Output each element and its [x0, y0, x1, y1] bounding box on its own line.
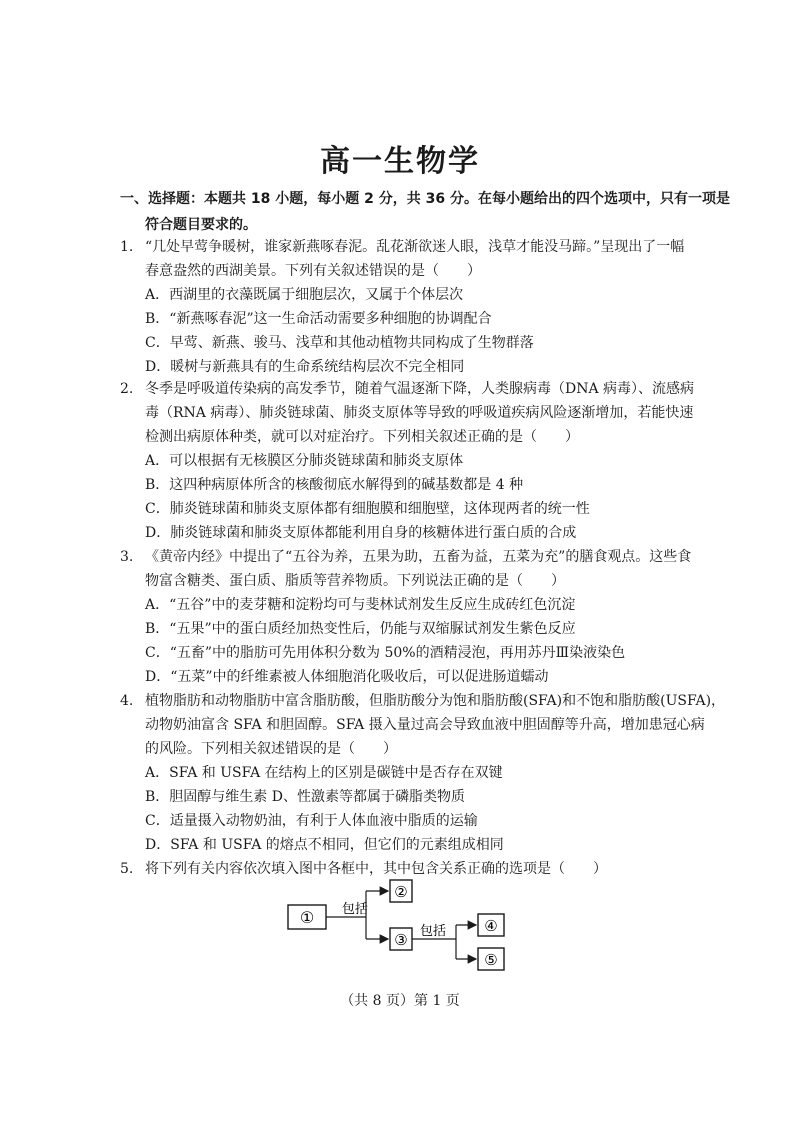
question-number: 4.	[120, 693, 134, 709]
option-a: A．“五谷”中的麦芽糖和淀粉均可与斐林试剂发生反应生成砖红色沉淀	[145, 597, 576, 613]
question-number: 1.	[120, 239, 134, 255]
option-c: C．适量摄入动物奶油，有利于人体血液中脂质的运输	[145, 813, 478, 829]
option-c: C．“五畜”中的脂肪可先用体积分数为 50%的酒精浸泡，再用苏丹Ⅲ染液染色	[145, 645, 626, 661]
option-d: D．肺炎链球菌和肺炎支原体都能利用自身的核糖体进行蛋白质的合成	[145, 525, 577, 541]
diagram-label-include-2: 包括	[420, 924, 447, 939]
option-d: D．“五菜”中的纤维素被人体细胞消化吸收后，可以促进肠道蠕动	[145, 669, 549, 685]
question-stem-line: 物富含糖类、蛋白质、脂质等营养物质。下列说法正确的是（ ）	[145, 573, 565, 589]
inclusion-diagram	[270, 875, 530, 975]
question-number: 5.	[120, 861, 134, 877]
diagram-box-3-label: ③	[394, 931, 408, 949]
diagram-box-5-label: ⑤	[484, 951, 498, 969]
diagram-label-include-1: 包括	[342, 902, 369, 917]
diagram-box-1-label: ①	[299, 908, 315, 927]
question-stem-line: 冬季是呼吸道传染病的高发季节，随着气温逐渐下降，人类腺病毒（DNA 病毒）、流感病	[145, 381, 695, 397]
diagram-box-2-label: ②	[394, 883, 408, 901]
option-b: B．“五果”中的蛋白质经加热变性后，仍能与双缩脲试剂发生紫色反应	[145, 621, 576, 637]
section-heading-line-1: 一、选择题：本题共 18 小题，每小题 2 分，共 36 分。在每小题给出的四个选项中，只有一项是	[120, 191, 730, 207]
option-a: A．可以根据有无核膜区分肺炎链球菌和肺炎支原体	[145, 453, 464, 469]
option-d: D．暖树与新燕具有的生命系统结构层次不完全相同	[145, 359, 465, 375]
question-stem-line: 植物脂肪和动物脂肪中富含脂肪酸，但脂肪酸分为饱和脂肪酸(SFA)和不饱和脂肪酸(USFA)，	[145, 693, 726, 709]
question-stem-line: 动物奶油富含 SFA 和胆固醇。SFA 摄入量过高会导致血液中胆固醇等升高，增加患冠心病	[145, 717, 705, 733]
option-c: C．肺炎链球菌和肺炎支原体都有细胞膜和细胞壁，这体现两者的统一性	[145, 501, 590, 517]
option-b: B．胆固醇与维生素 D、性激素等都属于磷脂类物质	[145, 789, 465, 805]
question-stem-line: “几处早莺争暖树，谁家新燕啄春泥。乱花渐欲迷人眼，浅草才能没马蹄。”呈现出了一幅	[145, 239, 685, 255]
page-title: 高一生物学	[320, 144, 480, 179]
diagram-box-4-label: ④	[484, 917, 498, 935]
question-stem-line: 《黄帝内经》中提出了“五谷为养，五果为助，五畜为益，五菜为充”的膳食观点。这些食	[145, 549, 692, 565]
page-footer: （共 8 页）第 1 页	[340, 993, 460, 1009]
option-d: D．SFA 和 USFA 的熔点不相同，但它们的元素组成相同	[145, 837, 504, 853]
question-number: 3.	[120, 549, 134, 565]
option-c: C．早莺、新燕、骏马、浅草和其他动植物共同构成了生物群落	[145, 335, 534, 351]
option-a: A．SFA 和 USFA 在结构上的区别是碳链中是否存在双键	[145, 765, 503, 781]
question-stem-line: 检测出病原体种类，就可以对症治疗。下列相关叙述正确的是（ ）	[145, 429, 579, 445]
option-b: B．这四种病原体所含的核酸彻底水解得到的碱基数都是 4 种	[145, 477, 524, 493]
question-stem-line: 春意盎然的西湖美景。下列有关叙述错误的是（ ）	[145, 263, 481, 279]
question-number: 2.	[120, 381, 134, 397]
question-stem-line: 的风险。下列相关叙述错误的是（ ）	[145, 741, 397, 757]
section-heading-line-2: 符合题目要求的。	[145, 217, 257, 233]
option-b: B．“新燕啄春泥”这一生命活动需要多种细胞的协调配合	[145, 311, 492, 327]
option-a: A．西湖里的衣藻既属于细胞层次，又属于个体层次	[145, 287, 464, 303]
question-stem-line: 将下列有关内容依次填入图中各框中，其中包含关系正确的选项是（ ）	[145, 861, 607, 877]
question-stem-line: 毒（RNA 病毒）、肺炎链球菌、肺炎支原体等导致的呼吸道疾病风险逐渐增加，若能快速	[145, 405, 694, 421]
